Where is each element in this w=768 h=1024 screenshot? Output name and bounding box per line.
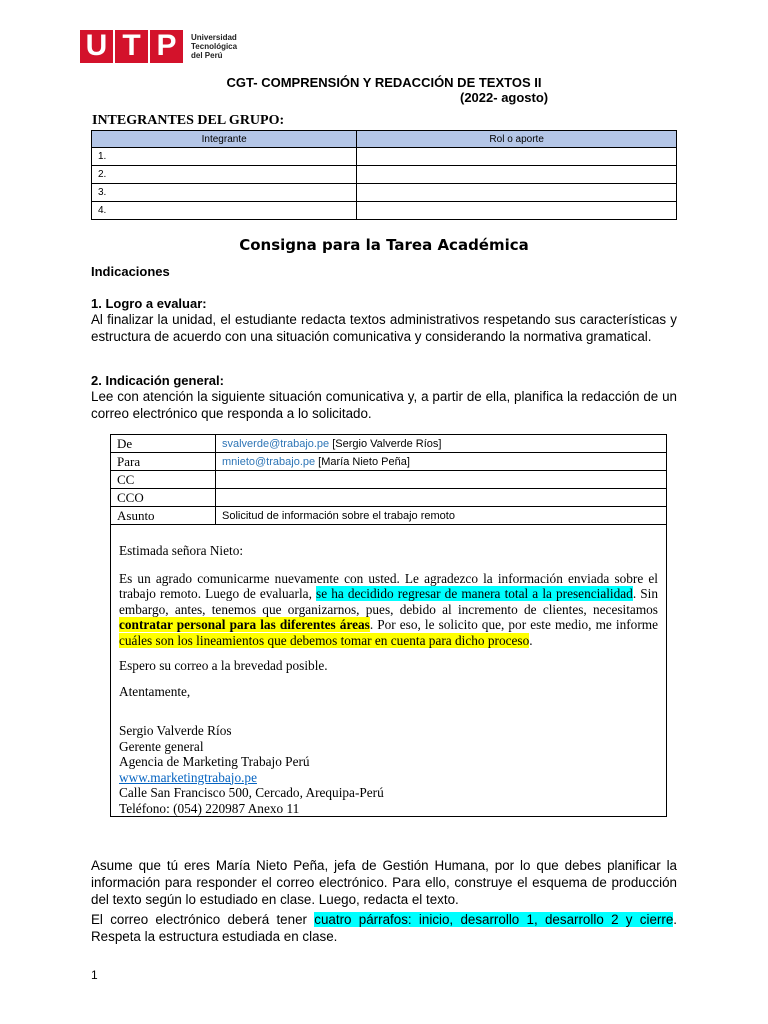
logo-text: Universidad Tecnológica del Perú: [191, 32, 238, 60]
email-from-row: De svalverde@trabajo.pe [Sergio Valverde Ríos]: [111, 435, 667, 453]
col-rol: Rol o aporte: [357, 131, 677, 148]
website-link[interactable]: www.marketingtrabajo.pe: [119, 769, 257, 785]
email-body: [111, 525, 667, 817]
table-row: 4.: [92, 202, 677, 220]
email-paragraph-2: Espero su correo a la brevedad posible.: [119, 658, 328, 673]
email-cco-row: CCO: [111, 489, 667, 507]
subject-value: Solicitud de información sobre el trabajo remoto: [216, 507, 667, 525]
to-email: mnieto@trabajo.pe: [222, 455, 316, 468]
logo-letter-p: P: [150, 30, 183, 63]
from-email: svalverde@trabajo.pe: [222, 437, 330, 450]
logro-heading: 1. Logro a evaluar:: [91, 296, 207, 311]
page-number: 1: [91, 968, 98, 982]
email-paragraph-1: Es un agrado comunicarme nuevamente con usted. Le agradezco la información enviada sobre el trabajo remoto. Luego de evaluarla, se ha decidido regresar de manera total a la presencialidad. Sin embargo, antes, tenemos que organizarnos, pues, debido al incremento de clientes, necesitamos contratar personal para las diferentes áreas. Por eso, le solicito que, por este medio, me informe cuáles son los lineamientos que debemos tomar en cuenta para dicho proceso.: [119, 570, 658, 648]
email-greeting: Estimada señora Nieto:: [119, 543, 244, 558]
logo-letter-u: U: [80, 30, 113, 63]
document-subtitle: (2022- agosto): [460, 90, 549, 105]
group-table: [91, 130, 677, 220]
indicaciones-heading: Indicaciones: [91, 264, 170, 279]
consigna-title: Consigna para la Tarea Académica: [239, 236, 529, 254]
document-title: CGT- COMPRENSIÓN Y REDACCIÓN DE TEXTOS II: [226, 75, 542, 90]
email-requirements: El correo electrónico deberá tener cuatro párrafos: inicio, desarrollo 1, desarrollo 2 y cierre. Respeta la estructura estudiada en clase.: [91, 912, 678, 944]
table-row: 3.: [92, 184, 677, 202]
logo-letter-t: T: [115, 30, 148, 63]
email-signature: Sergio Valverde Ríos Gerente general Agencia de Marketing Trabajo Perú www.marketingtrabajo.pe Calle San Francisco 500, Cercado, Arequipa-Perú Teléfono: (054) 220987 Anexo 11: [119, 723, 384, 816]
email-table: [110, 434, 667, 817]
instructions-paragraph: Asume que tú eres María Nieto Peña, jefa de Gestión Humana, por lo que debes planificar la información para responder el correo electrónico. Para ello, construye el esquema de producción del texto según lo estudiado en clase. Luego, redacta el texto.: [91, 858, 677, 907]
indicacion-text: Lee con atención la siguiente situación comunicativa y, a partir de ella, planifica la redacción de un correo electrónico que responda a lo solicitado.: [91, 389, 677, 421]
group-heading: INTEGRANTES DEL GRUPO:: [92, 113, 285, 128]
email-to-row: Para mnieto@trabajo.pe [María Nieto Peña]: [111, 453, 667, 471]
email-closing: Atentamente,: [119, 683, 191, 699]
table-row: 2.: [92, 166, 677, 184]
email-subject-row: Asunto Solicitud de información sobre el trabajo remoto: [111, 507, 667, 525]
indicacion-heading: 2. Indicación general:: [91, 373, 224, 388]
logro-text: Al finalizar la unidad, el estudiante redacta textos administrativos respetando sus características y estructura de acuerdo con una situación comunicativa y considerando la normativa gramatical.: [91, 312, 677, 344]
email-cc-row: CC: [111, 471, 667, 489]
col-integrante: Integrante: [92, 131, 357, 148]
table-row: 1.: [92, 148, 677, 166]
utp-logo: [80, 28, 237, 64]
